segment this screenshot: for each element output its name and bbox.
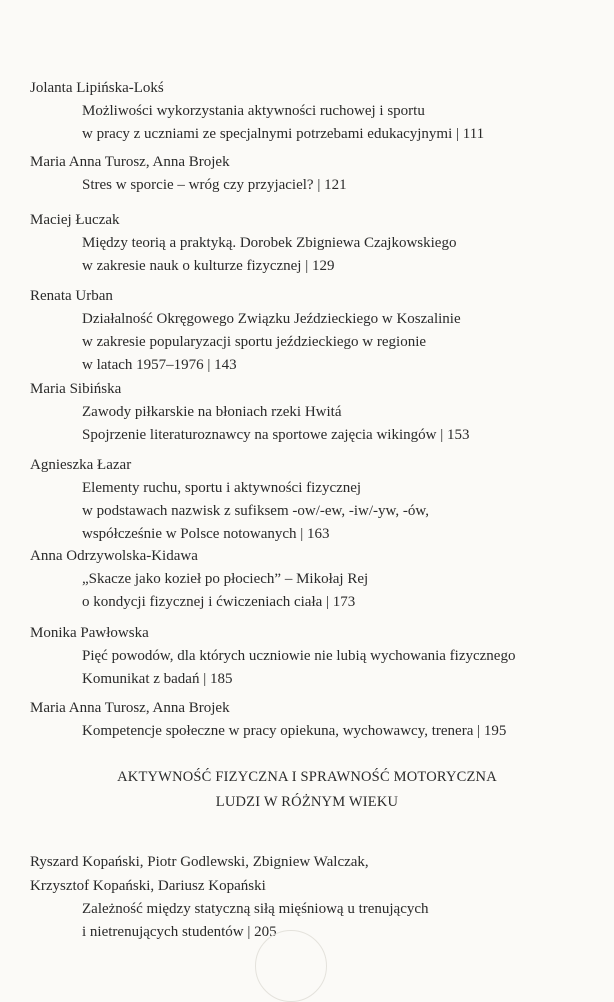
entry-author: Maciej Łuczak <box>30 212 120 228</box>
library-stamp <box>255 930 327 1002</box>
entry-author: Maria Anna Turosz, Anna Brojek <box>30 700 230 716</box>
toc-entry <box>30 696 600 743</box>
toc-entry <box>30 150 600 197</box>
toc-entry <box>30 208 600 278</box>
entry-title-line: Pięć powodów, dla których uczniowie nie lubią wychowania fizycznego <box>82 648 516 664</box>
entry-title-line: Działalność Okręgowego Związku Jeździeckiego w Koszalinie <box>82 311 461 327</box>
entry-title-line: Elementy ruchu, sportu i aktywności fizycznej <box>82 480 362 496</box>
entry-title-line: w zakresie nauk o kulturze fizycznej | 129 <box>82 258 335 274</box>
entry-title-line: w latach 1957–1976 | 143 <box>82 357 237 373</box>
entry-title-line: Kompetencje społeczne w pracy opiekuna, wychowawcy, trenera | 195 <box>82 723 507 739</box>
entry-title-line: Zależność między statyczną siłą mięśniową u trenujących <box>82 901 429 917</box>
entry-title-line: współcześnie w Polsce notowanych | 163 <box>82 526 330 542</box>
section-heading <box>0 765 614 815</box>
entry-author: Jolanta Lipińska-Lokś <box>30 80 164 96</box>
entry-author: Krzysztof Kopański, Dariusz Kopański <box>30 878 266 894</box>
entry-author: Maria Sibińska <box>30 381 122 397</box>
toc-entry <box>30 377 600 447</box>
entry-title-line: w zakresie popularyzacji sportu jeździeckiego w regionie <box>82 334 427 350</box>
toc-entry <box>30 284 600 377</box>
entry-author: Anna Odrzywolska-Kidawa <box>30 548 198 564</box>
section-heading-line: AKTYWNOŚĆ FIZYCZNA I SPRAWNOŚĆ MOTORYCZNA <box>117 769 497 785</box>
toc-entry <box>30 850 600 944</box>
entry-author: Monika Pawłowska <box>30 625 149 641</box>
entry-title-line: Stres w sporcie – wróg czy przyjaciel? | 121 <box>82 177 347 193</box>
toc-entry <box>30 76 600 146</box>
toc-entry <box>30 621 600 691</box>
entry-title-line: Możliwości wykorzystania aktywności ruchowej i sportu <box>82 103 425 119</box>
toc-entry <box>30 544 600 614</box>
entry-title-line: o kondycji fizycznej i ćwiczeniach ciała | 173 <box>82 594 356 610</box>
entry-author: Ryszard Kopański, Piotr Godlewski, Zbigniew Walczak, <box>30 854 369 870</box>
entry-author: Renata Urban <box>30 288 113 304</box>
section-heading-line: LUDZI W RÓŻNYM WIEKU <box>215 794 399 810</box>
entry-author: Maria Anna Turosz, Anna Brojek <box>30 154 230 170</box>
entry-title-line: Między teorią a praktyką. Dorobek Zbigniewa Czajkowskiego <box>82 235 457 251</box>
toc-entry <box>30 453 600 546</box>
entry-title-line: i nietrenujących studentów | 205 <box>82 924 277 940</box>
entry-title-line: w pracy z uczniami ze specjalnymi potrzebami edukacyjnymi | 111 <box>82 126 485 142</box>
entry-title-line: Zawody piłkarskie na błoniach rzeki Hwitá <box>82 404 342 420</box>
entry-title-line: Komunikat z badań | 185 <box>82 671 233 687</box>
entry-title-line: Spojrzenie literaturoznawcy na sportowe zajęcia wikingów | 153 <box>82 427 470 443</box>
entry-title-line: w podstawach nazwisk z sufiksem -ow/-ew, -iw/-yw, -ów, <box>82 503 429 519</box>
entry-title-line: „Skacze jako kozieł po płociech” – Mikołaj Rej <box>82 571 369 587</box>
entry-author: Agnieszka Łazar <box>30 457 132 473</box>
